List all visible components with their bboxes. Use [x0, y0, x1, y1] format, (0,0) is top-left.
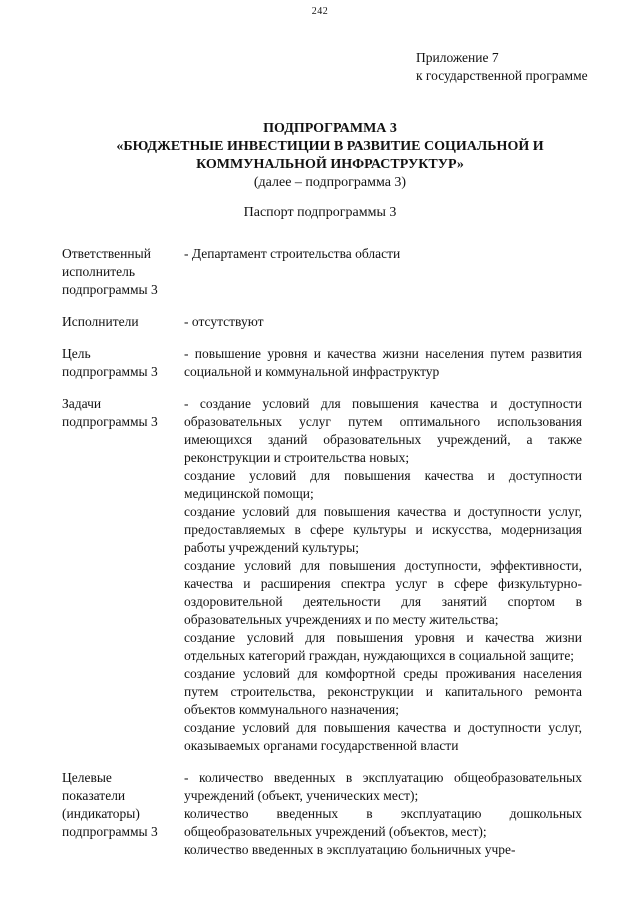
row-content-paragraph: создание условий для повышения уровня и качества жизни отдельных категорий граждан, нуждающихся в социальной защите;: [184, 630, 582, 663]
row-content-paragraph: создание условий для повышения доступности, эффективности, качества и расширения спектра услуг в сфере физкультурно-оздоровительной деятельности для занятий спортом в образовательных учреждениях и по месту жительства;: [184, 558, 582, 627]
row-label-line: показатели: [62, 788, 126, 803]
passport-row-content: [184, 345, 582, 381]
passport-row-content: [184, 395, 582, 755]
row-label-line: подпрограммы 3: [62, 414, 158, 429]
row-label-line: Ответственный: [62, 246, 151, 261]
row-content-paragraph: количество введенных в эксплуатацию дошкольных общеобразовательных учреждений (объектов, мест);: [184, 806, 582, 839]
passport-row: [62, 245, 582, 299]
row-label-line: Целевые: [62, 770, 112, 785]
subprogram-title: [60, 120, 600, 192]
row-label-line: подпрограммы 3: [62, 364, 158, 379]
title-line-4: (далее – подпрограмма 3): [253, 175, 407, 190]
row-label-line: (индикаторы): [62, 806, 140, 821]
passport-row-label: [62, 245, 184, 299]
passport-row-label: [62, 769, 184, 859]
row-label-line: Исполнители: [62, 314, 139, 329]
passport-row-content: [184, 245, 582, 299]
row-content-paragraph: - создание условий для повышения качества и доступности образовательных услуг путем оптимального использования имеющихся зданий образовательных учреждений, а также реконструкции и строительства новых;: [184, 396, 582, 465]
row-content-paragraph: создание условий для комфортной среды проживания населения путем строительства, реконструкции и капитального ремонта объектов коммунального назначения;: [184, 666, 582, 717]
appendix-line-1: Приложение 7: [416, 50, 499, 65]
row-label-line: исполнитель: [62, 264, 135, 279]
row-content-paragraph: - отсутствуют: [184, 314, 264, 329]
row-content-paragraph: создание условий для повышения качества и доступности услуг, оказываемых органами государственной власти: [184, 720, 582, 753]
row-label-line: Цель: [62, 346, 91, 361]
passport-row-label: [62, 313, 184, 331]
passport-row-content: [184, 313, 582, 331]
row-label-line: подпрограммы 3: [62, 824, 158, 839]
passport-row-label: [62, 345, 184, 381]
row-content-paragraph: количество введенных в эксплуатацию больничных учре-: [184, 842, 516, 857]
page-number: 242: [311, 6, 329, 17]
appendix-line-2: к государственной программе: [416, 68, 588, 83]
passport-row-content: [184, 769, 582, 859]
title-line-3: КОММУНАЛЬНОЙ ИНФРАСТРУКТУР»: [196, 157, 464, 172]
row-content-paragraph: создание условий для повышения качества и доступности медицинской помощи;: [184, 468, 582, 501]
passport-row-label: [62, 395, 184, 755]
row-label-line: Задачи: [62, 396, 102, 411]
passport-row: [62, 769, 582, 859]
row-content-paragraph: создание условий для повышения качества и доступности услуг, предоставляемых в сфере культуры и искусства, модернизация работы учреждений культуры;: [184, 504, 582, 555]
passport-row: [62, 345, 582, 381]
title-line-1: ПОДПРОГРАММА 3: [263, 121, 397, 136]
passport-row: [62, 395, 582, 755]
appendix-note: [416, 49, 588, 85]
passport-row: [62, 313, 582, 331]
passport-table: [62, 245, 582, 873]
row-content-paragraph: - количество введенных в эксплуатацию общеобразовательных учреждений (объект, ученических мест);: [184, 770, 582, 803]
row-content-paragraph: - Департамент строительства области: [184, 246, 401, 261]
title-line-2: «БЮДЖЕТНЫЕ ИНВЕСТИЦИИ В РАЗВИТИЕ СОЦИАЛЬНОЙ И: [116, 139, 544, 154]
row-label-line: подпрограммы 3: [62, 282, 158, 297]
passport-title: Паспорт подпрограммы 3: [243, 205, 397, 220]
row-content-paragraph: - повышение уровня и качества жизни населения путем развития социальной и коммунальной инфраструктур: [184, 346, 582, 379]
